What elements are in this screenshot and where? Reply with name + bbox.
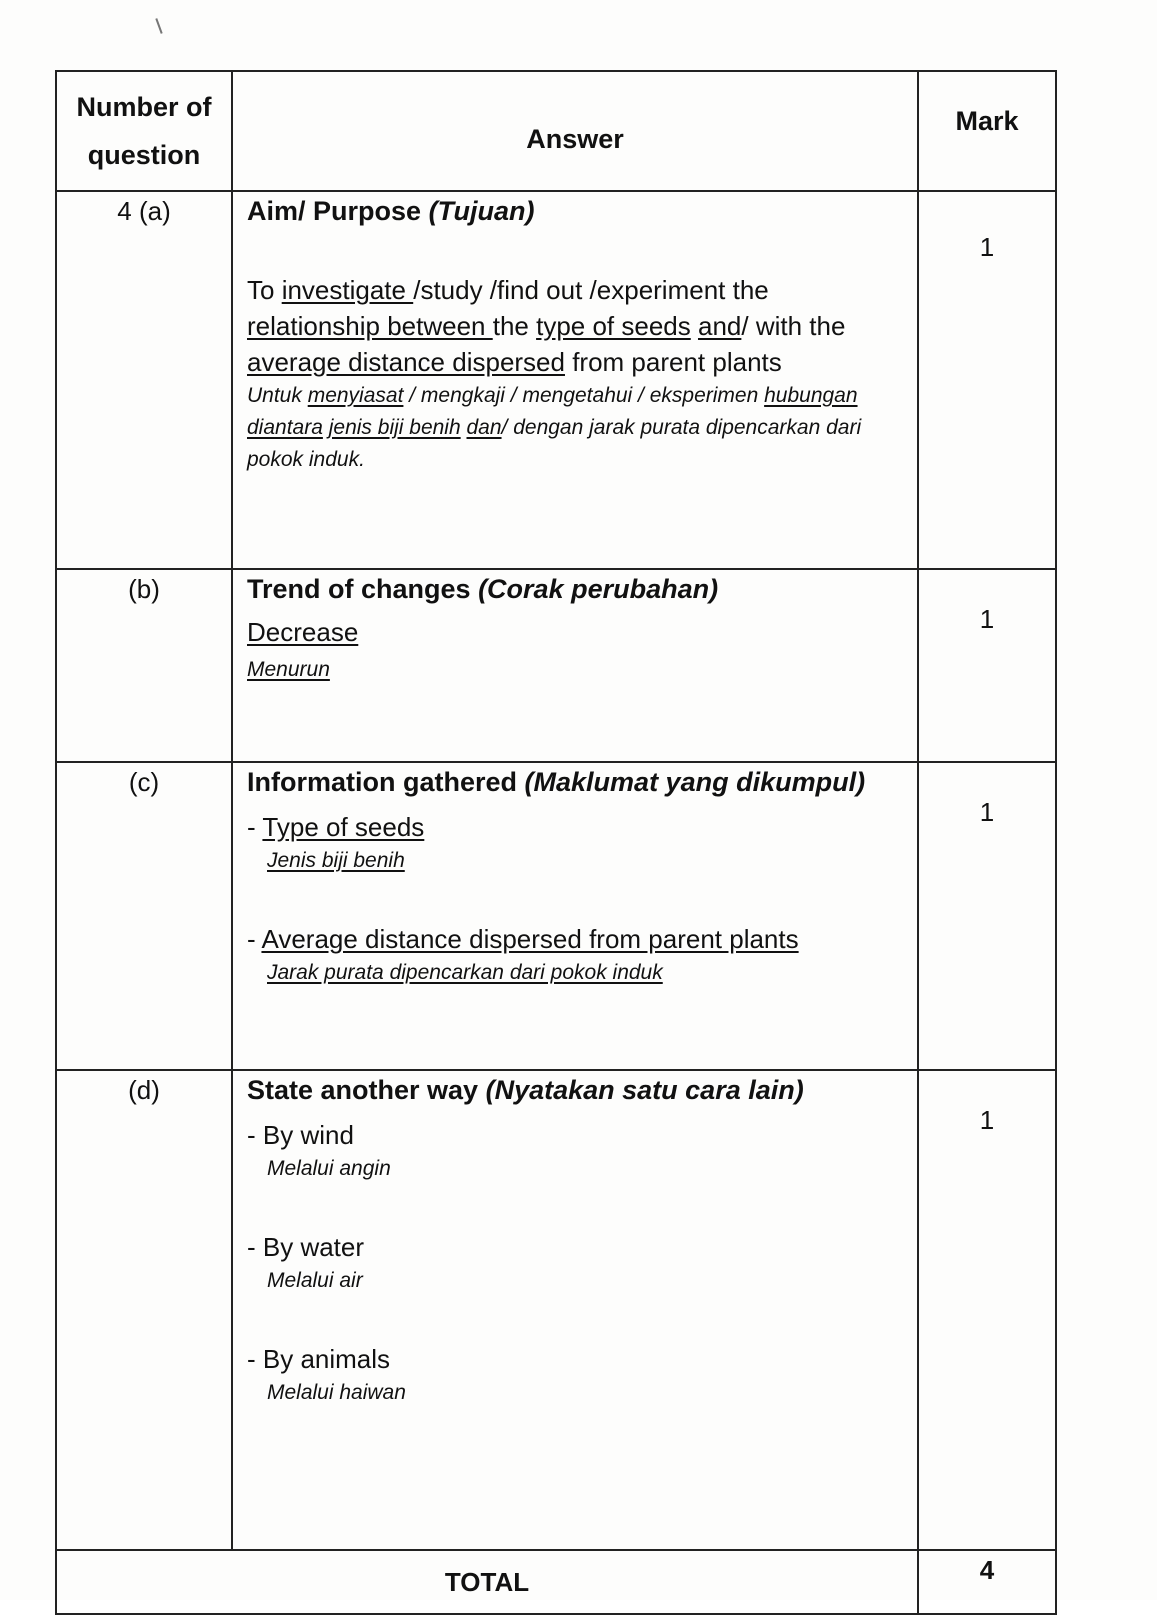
answer-text-en: Decrease [247,617,359,647]
header-number-of-question [56,71,232,191]
table-row [56,762,1056,1070]
section-title-en: Information gathered [247,767,518,797]
mark-value: 1 [918,762,1056,1070]
mark-value: 1 [918,569,1056,762]
table-row [56,569,1056,762]
total-value: 4 [918,1550,1056,1614]
list-item: - Type of seeds [247,812,425,842]
list-item: - By water [247,1232,365,1262]
header-question-label: Number of question [76,92,212,170]
total-label: TOTAL [56,1550,918,1614]
answer-text-my: Untuk menyiasat / mengkaji / mengetahui / eksperimen hubungan diantara jenis biji benih dan/ dengan jarak purata dipencarkan dari pokok induk. [247,384,862,471]
list-item-translation: Melalui air [267,1269,363,1292]
answer-cell [232,1070,918,1550]
mark-value: 1 [918,191,1056,569]
section-title [247,572,903,606]
list-item-translation: Melalui haiwan [267,1381,406,1404]
header-mark-label: Mark [955,105,1019,136]
header-answer [232,71,918,191]
header-answer-label: Answer [526,123,624,154]
table-row [56,191,1056,569]
question-number: (d) [56,1070,232,1550]
section-title-en: Aim/ Purpose [247,196,422,226]
answer-cell [232,762,918,1070]
section-title-my: (Corak perubahan) [478,574,719,604]
section-title-en: State another way [247,1075,479,1105]
answer-cell [232,191,918,569]
total-row [56,1550,1056,1614]
table-row [56,1070,1056,1550]
list-item: - By wind [247,1120,354,1150]
list-item-translation: Jenis biji benih [267,849,405,872]
list-item: - Average distance dispersed from parent plants [247,924,799,954]
pen-mark [155,18,162,34]
section-title-my: (Maklumat yang dikumpul) [524,767,866,797]
section-title-my: (Tujuan) [428,196,535,226]
question-number: 4 (a) [56,191,232,569]
question-number: (b) [56,569,232,762]
mark-value: 1 [918,1070,1056,1550]
section-title [247,1073,903,1107]
section-title [247,194,903,228]
answer-cell [232,569,918,762]
section-title-en: Trend of changes [247,574,471,604]
section-title-my: (Nyatakan satu cara lain) [485,1075,804,1105]
header-row [56,71,1056,191]
list-item-translation: Melalui angin [267,1157,391,1180]
list-item: - By animals [247,1344,391,1374]
list-item-translation: Jarak purata dipencarkan dari pokok induk [267,961,663,984]
question-number: (c) [56,762,232,1070]
section-title [247,765,903,799]
marking-scheme-table [55,70,1057,1615]
header-mark [918,71,1056,191]
answer-text-en: To investigate /study /find out /experiment the relationship between the type of seeds and/ with the average distance dispersed from parent plants [247,275,846,377]
answer-text-my: Menurun [247,658,330,681]
